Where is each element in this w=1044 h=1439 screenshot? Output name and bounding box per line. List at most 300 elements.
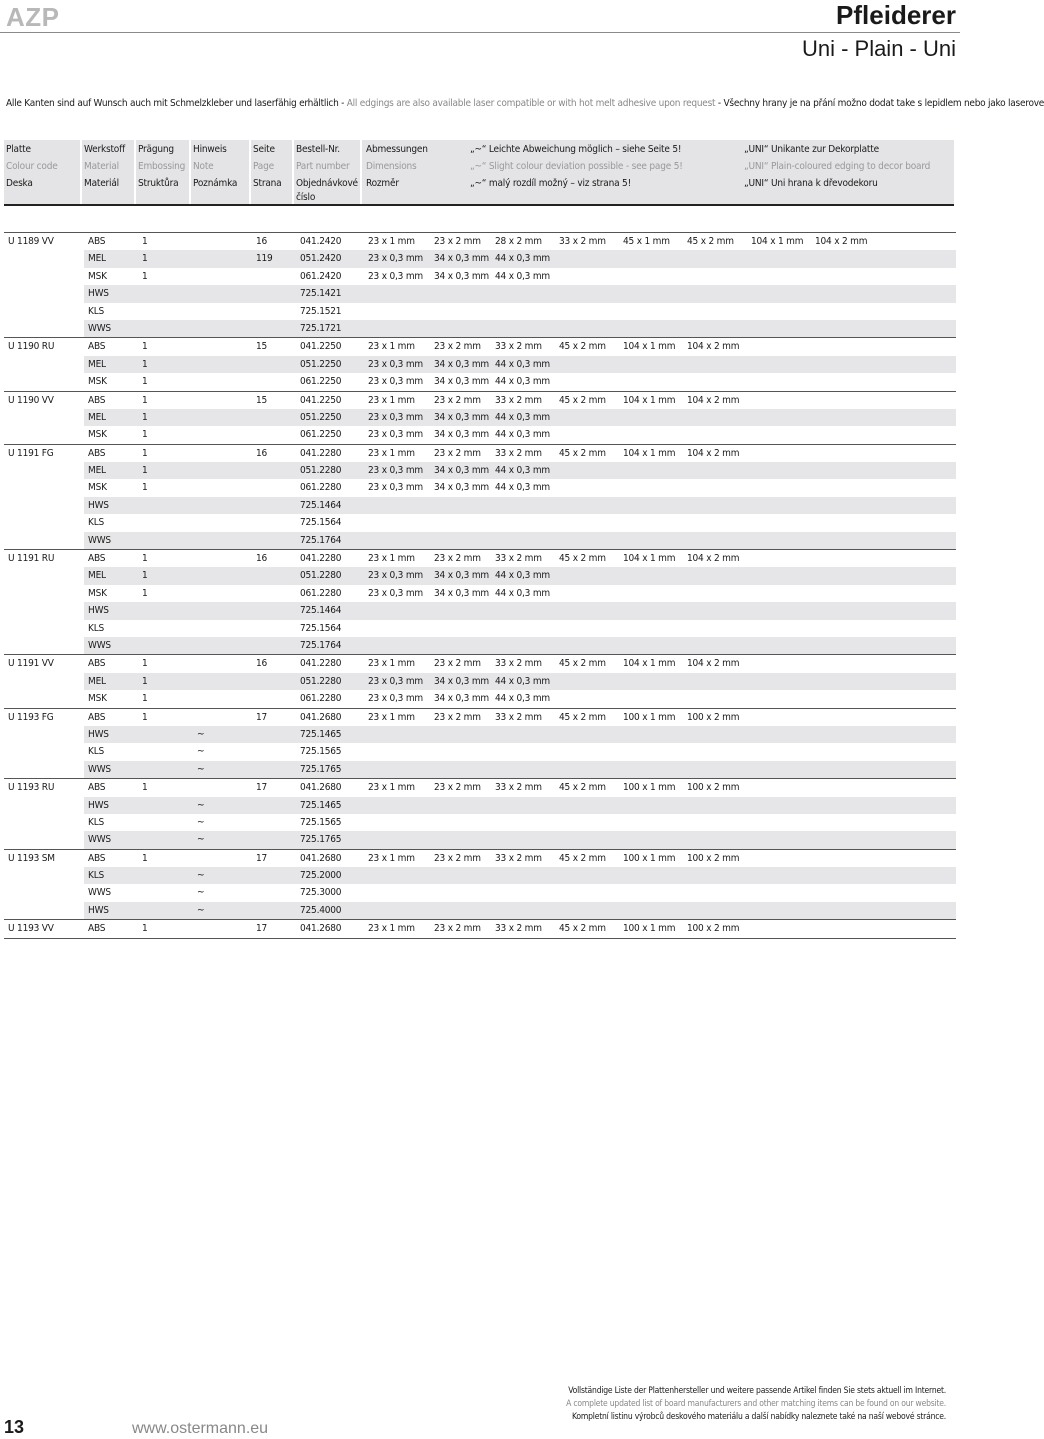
table-row: [4, 690, 956, 707]
cell-material: MEL: [88, 675, 106, 687]
legend-dimensions-de: Abmessungen: [366, 144, 428, 155]
cell-embossing: 1: [142, 570, 148, 582]
footer-note-de: Vollständige Liste der Plattenhersteller und weitere passende Artikel finden Sie stets aktuell im Internet.: [568, 1386, 946, 1396]
cell-material: ABS: [88, 447, 106, 459]
cell-page: 16: [256, 236, 268, 247]
legend-dimensions: [360, 140, 956, 204]
cell-dimension: 23 x 2 mm: [434, 341, 481, 353]
table-row: [4, 373, 956, 390]
cell-material: ABS: [88, 394, 106, 406]
table-row: [4, 708, 956, 726]
cell-dimension: 44 x 0,3 mm: [495, 358, 550, 370]
cell-dimension: 33 x 2 mm: [559, 236, 606, 247]
table-row: [4, 797, 956, 814]
legend-material-cz: Materiál: [84, 178, 119, 189]
row-shade: [84, 726, 956, 743]
cell-part-number: 051.2280: [300, 675, 342, 687]
cell-dimension: 104 x 2 mm: [687, 658, 740, 670]
cell-material: KLS: [88, 870, 105, 882]
legend-page-en: Page: [253, 161, 274, 172]
cell-dimension: 100 x 1 mm: [623, 711, 676, 723]
cell-dimension: 23 x 0,3 mm: [368, 270, 423, 282]
cell-dimension: 100 x 2 mm: [687, 782, 740, 794]
cell-material: MEL: [88, 570, 106, 582]
row-shade: [84, 602, 956, 619]
table-row: [4, 919, 956, 938]
table-row: [4, 250, 956, 267]
cell-embossing: 1: [142, 587, 148, 599]
cell-dimension: 104 x 1 mm: [623, 553, 676, 565]
cell-dimension: 44 x 0,3 mm: [495, 376, 550, 388]
cell-embossing: 1: [142, 553, 148, 565]
cell-material: KLS: [88, 746, 105, 758]
cell-part-number: 041.2280: [300, 658, 342, 670]
table-row: [4, 514, 956, 531]
cell-note: ~: [197, 834, 205, 846]
cell-dimension: 100 x 2 mm: [687, 711, 740, 723]
cell-dimension: 34 x 0,3 mm: [434, 587, 489, 599]
cell-dimension: 45 x 2 mm: [559, 852, 606, 864]
table-row: [4, 654, 956, 672]
legend-part: [292, 140, 360, 204]
legend-part-cz: Objednávkové: [296, 178, 358, 189]
cell-material: MEL: [88, 465, 106, 477]
row-shade: [84, 285, 956, 302]
cell-part-number: 725.3000: [300, 887, 342, 899]
cell-material: ABS: [88, 341, 106, 353]
cell-note: ~: [197, 870, 205, 882]
legend-dimensions-en: Dimensions: [366, 161, 417, 172]
cell-dimension: 23 x 1 mm: [368, 553, 415, 565]
cell-embossing: 1: [142, 693, 148, 705]
cell-dimension: 45 x 2 mm: [559, 923, 606, 935]
cell-part-number: 725.1765: [300, 834, 342, 846]
cell-dimension: 23 x 1 mm: [368, 236, 415, 247]
cell-dimension: 104 x 1 mm: [623, 447, 676, 459]
cell-material: WWS: [88, 322, 111, 334]
cell-note: ~: [197, 887, 205, 899]
cell-part-number: 041.2280: [300, 553, 342, 565]
cell-part-number: 061.2250: [300, 376, 342, 388]
cell-dimension: 44 x 0,3 mm: [495, 570, 550, 582]
row-shade: [84, 831, 956, 848]
cell-dimension: 23 x 0,3 mm: [368, 358, 423, 370]
cell-dimension: 23 x 1 mm: [368, 394, 415, 406]
cell-dimension: 104 x 2 mm: [687, 341, 740, 353]
cell-dimension: 45 x 2 mm: [559, 394, 606, 406]
cell-dimension: 45 x 2 mm: [559, 447, 606, 459]
legend-material-en: Material: [84, 161, 119, 172]
cell-dimension: 45 x 2 mm: [559, 553, 606, 565]
cell-dimension: 23 x 2 mm: [434, 782, 481, 794]
legend-note-cz: Poznámka: [193, 178, 238, 189]
cell-material: WWS: [88, 834, 111, 846]
legend-plate-en: Colour code: [6, 161, 58, 172]
cell-dimension: 45 x 2 mm: [559, 711, 606, 723]
table-row: [4, 743, 956, 760]
legend-plate-de: Platte: [6, 144, 31, 155]
cell-material: MSK: [88, 429, 107, 441]
cell-material: ABS: [88, 236, 106, 247]
cell-dimension: 23 x 0,3 mm: [368, 376, 423, 388]
cell-embossing: 1: [142, 675, 148, 687]
cell-dimension: 34 x 0,3 mm: [434, 570, 489, 582]
cell-note: ~: [197, 816, 205, 828]
cell-embossing: 1: [142, 429, 148, 441]
row-shade: [84, 497, 956, 514]
table-row: [4, 567, 956, 584]
legend-dimensions-cz: Rozměr: [366, 178, 399, 189]
table-row: [4, 761, 956, 778]
legend-part-en: Part number: [296, 161, 350, 172]
cell-part-number: 725.2000: [300, 870, 342, 882]
cell-dimension: 104 x 1 mm: [623, 341, 676, 353]
cell-material: HWS: [88, 605, 109, 617]
cell-dimension: 104 x 2 mm: [687, 447, 740, 459]
table-row: [4, 391, 956, 409]
cell-part-number: 041.2250: [300, 394, 342, 406]
legend-note-de: Hinweis: [193, 144, 227, 155]
legend-deviation-de: „~“ Leichte Abweichung möglich – siehe Seite 5!: [470, 144, 682, 155]
cell-dimension: 23 x 2 mm: [434, 447, 481, 459]
table-row: [4, 444, 956, 462]
cell-dimension: 23 x 2 mm: [434, 923, 481, 935]
cell-dimension: 100 x 1 mm: [623, 782, 676, 794]
edging-note: [6, 98, 1044, 109]
cell-dimension: 33 x 2 mm: [495, 923, 542, 935]
table-row: [4, 462, 956, 479]
cell-colour-code: U 1191 RU: [8, 553, 55, 565]
cell-part-number: 725.1465: [300, 799, 342, 811]
legend-page: [249, 140, 292, 204]
cell-dimension: 44 x 0,3 mm: [495, 429, 550, 441]
cell-dimension: 34 x 0,3 mm: [434, 358, 489, 370]
cell-dimension: 45 x 2 mm: [559, 782, 606, 794]
edging-table: [4, 232, 956, 939]
note-de: Alle Kanten sind auf Wunsch auch mit Schmelzkleber und laserfähig erhältlich: [6, 98, 339, 109]
header-rule: [0, 32, 960, 33]
legend-uni-de: „UNI“ Unikante zur Dekorplatte: [744, 144, 879, 155]
cell-dimension: 45 x 2 mm: [559, 341, 606, 353]
cell-dimension: 23 x 0,3 mm: [368, 253, 423, 265]
cell-part-number: 725.1565: [300, 816, 342, 828]
cell-colour-code: U 1193 FG: [8, 711, 54, 723]
page-number: 13: [4, 1417, 25, 1437]
row-shade: [84, 902, 956, 919]
cell-part-number: 041.2680: [300, 852, 342, 864]
cell-embossing: 1: [142, 358, 148, 370]
cell-embossing: 1: [142, 253, 148, 265]
table-row: [4, 232, 956, 250]
table-row: [4, 902, 956, 919]
table-row: [4, 532, 956, 549]
cell-note: ~: [197, 746, 205, 758]
cell-material: WWS: [88, 887, 111, 899]
cell-colour-code: U 1190 RU: [8, 341, 55, 353]
cell-dimension: 104 x 1 mm: [751, 236, 804, 247]
cell-dimension: 100 x 1 mm: [623, 852, 676, 864]
cell-dimension: 33 x 2 mm: [495, 394, 542, 406]
cell-material: MEL: [88, 253, 106, 265]
cell-page: 17: [256, 852, 268, 864]
cell-material: KLS: [88, 816, 105, 828]
legend-deviation-cz: „~“ malý rozdíl možný – viz strana 5!: [470, 178, 631, 189]
cell-material: ABS: [88, 852, 106, 864]
cell-dimension: 44 x 0,3 mm: [495, 253, 550, 265]
cell-part-number: 725.1421: [300, 288, 342, 300]
website-link[interactable]: www.ostermann.eu: [132, 1420, 269, 1437]
cell-part-number: 041.2680: [300, 923, 342, 935]
cell-dimension: 23 x 2 mm: [434, 394, 481, 406]
legend-material-de: Werkstoff: [84, 144, 125, 155]
cell-dimension: 104 x 2 mm: [815, 236, 868, 247]
legend-uni-cz: „UNI“ Uni hrana k dřevodekoru: [744, 178, 878, 189]
cell-dimension: 23 x 2 mm: [434, 711, 481, 723]
brand-right: Pfleiderer: [836, 0, 956, 30]
legend-page-cz: Strana: [253, 178, 282, 189]
cell-part-number: 725.1465: [300, 728, 342, 740]
table-row: [4, 814, 956, 831]
table-row: [4, 637, 956, 654]
cell-part-number: 041.2680: [300, 782, 342, 794]
legend-deviation-en: „~“ Slight colour deviation possible - see page 5!: [470, 161, 683, 172]
cell-material: MSK: [88, 270, 107, 282]
cell-dimension: 23 x 1 mm: [368, 658, 415, 670]
cell-dimension: 100 x 1 mm: [623, 923, 676, 935]
table-row: [4, 549, 956, 567]
cell-material: MEL: [88, 358, 106, 370]
legend-embossing-cz: Struktůra: [138, 178, 179, 189]
legend-uni-en: „UNI“ Plain-coloured edging to decor board: [744, 161, 931, 172]
cell-dimension: 23 x 0,3 mm: [368, 482, 423, 494]
table-row: [4, 268, 956, 285]
cell-material: MSK: [88, 693, 107, 705]
cell-embossing: 1: [142, 658, 148, 670]
cell-page: 119: [256, 253, 273, 265]
column-legend: [4, 140, 954, 206]
cell-colour-code: U 1191 VV: [8, 658, 54, 670]
footer-note-en: A complete updated list of board manufacturers and other matching items can be found on our website.: [566, 1399, 946, 1409]
legend-part-cz-2: číslo: [296, 192, 316, 203]
cell-embossing: 1: [142, 782, 148, 794]
row-shade: [84, 320, 956, 337]
cell-dimension: 23 x 1 mm: [368, 711, 415, 723]
cell-dimension: 33 x 2 mm: [495, 782, 542, 794]
cell-part-number: 725.1464: [300, 605, 342, 617]
cell-part-number: 725.1764: [300, 639, 342, 651]
cell-material: MSK: [88, 482, 107, 494]
brand-left: AZP: [6, 2, 60, 32]
cell-embossing: 1: [142, 923, 148, 935]
cell-material: ABS: [88, 658, 106, 670]
cell-dimension: 100 x 2 mm: [687, 852, 740, 864]
row-shade: [84, 761, 956, 778]
cell-dimension: 23 x 0,3 mm: [368, 465, 423, 477]
cell-dimension: 23 x 2 mm: [434, 658, 481, 670]
cell-material: HWS: [88, 728, 109, 740]
cell-dimension: 34 x 0,3 mm: [434, 693, 489, 705]
cell-dimension: 23 x 0,3 mm: [368, 429, 423, 441]
cell-part-number: 725.1521: [300, 305, 342, 317]
cell-material: MSK: [88, 376, 107, 388]
cell-page: 15: [256, 341, 268, 353]
table-row: [4, 479, 956, 496]
cell-embossing: 1: [142, 465, 148, 477]
cell-dimension: 34 x 0,3 mm: [434, 675, 489, 687]
cell-part-number: 061.2420: [300, 270, 342, 282]
cell-dimension: 23 x 2 mm: [434, 852, 481, 864]
legend-embossing-en: Embossing: [138, 161, 186, 172]
cell-material: ABS: [88, 923, 106, 935]
cell-part-number: 061.2280: [300, 482, 342, 494]
cell-dimension: 23 x 0,3 mm: [368, 693, 423, 705]
cell-part-number: 725.4000: [300, 904, 342, 916]
cell-dimension: 23 x 1 mm: [368, 341, 415, 353]
cell-dimension: 23 x 0,3 mm: [368, 411, 423, 423]
cell-material: MEL: [88, 411, 106, 423]
legend-plate: [4, 140, 80, 204]
cell-colour-code: U 1189 VV: [8, 236, 54, 247]
cell-dimension: 34 x 0,3 mm: [434, 270, 489, 282]
cell-embossing: 1: [142, 376, 148, 388]
table-row: [4, 831, 956, 848]
cell-material: HWS: [88, 288, 109, 300]
cell-part-number: 725.1765: [300, 763, 342, 775]
legend-part-de: Bestell-Nr.: [296, 144, 340, 155]
note-en: All edgings are also available laser compatible or with hot melt adhesive upon request: [346, 98, 716, 109]
cell-dimension: 23 x 0,3 mm: [368, 675, 423, 687]
cell-embossing: 1: [142, 394, 148, 406]
cell-part-number: 051.2280: [300, 465, 342, 477]
cell-part-number: 725.1565: [300, 746, 342, 758]
cell-dimension: 23 x 1 mm: [368, 447, 415, 459]
cell-colour-code: U 1190 VV: [8, 394, 54, 406]
cell-dimension: 33 x 2 mm: [495, 658, 542, 670]
cell-page: 16: [256, 553, 268, 565]
cell-material: KLS: [88, 305, 105, 317]
cell-material: ABS: [88, 553, 106, 565]
cell-part-number: 051.2250: [300, 411, 342, 423]
cell-dimension: 44 x 0,3 mm: [495, 411, 550, 423]
cell-part-number: 041.2680: [300, 711, 342, 723]
cell-material: HWS: [88, 799, 109, 811]
cell-dimension: 104 x 2 mm: [687, 394, 740, 406]
cell-page: 17: [256, 782, 268, 794]
cell-dimension: 23 x 1 mm: [368, 782, 415, 794]
footer-notes: [566, 1385, 946, 1424]
cell-material: WWS: [88, 534, 111, 546]
table-row: [4, 585, 956, 602]
note-cz: Všechny hrany je na přání možno dodat take s lepidlem nebo jako laserove: [723, 98, 1044, 109]
cell-part-number: 041.2250: [300, 341, 342, 353]
table-row: [4, 673, 956, 690]
cell-part-number: 041.2280: [300, 447, 342, 459]
cell-note: ~: [197, 728, 205, 740]
cell-dimension: 23 x 0,3 mm: [368, 570, 423, 582]
cell-dimension: 34 x 0,3 mm: [434, 411, 489, 423]
cell-dimension: 104 x 1 mm: [623, 394, 676, 406]
cell-note: ~: [197, 799, 205, 811]
cell-page: 16: [256, 447, 268, 459]
cell-dimension: 33 x 2 mm: [495, 553, 542, 565]
cell-part-number: 051.2280: [300, 570, 342, 582]
note-sep-1: -: [338, 98, 347, 109]
cell-dimension: 44 x 0,3 mm: [495, 270, 550, 282]
cell-dimension: 34 x 0,3 mm: [434, 376, 489, 388]
cell-colour-code: U 1193 RU: [8, 782, 55, 794]
cell-page: 17: [256, 923, 268, 935]
table-row: [4, 620, 956, 637]
cell-part-number: 061.2280: [300, 693, 342, 705]
table-row: [4, 356, 956, 373]
table-row: [4, 602, 956, 619]
cell-embossing: 1: [142, 341, 148, 353]
cell-material: KLS: [88, 517, 105, 529]
legend-note: [189, 140, 249, 204]
cell-dimension: 33 x 2 mm: [495, 852, 542, 864]
legend-embossing-de: Prägung: [138, 144, 174, 155]
cell-dimension: 44 x 0,3 mm: [495, 465, 550, 477]
row-shade: [84, 532, 956, 549]
cell-embossing: 1: [142, 270, 148, 282]
row-shade: [84, 637, 956, 654]
cell-dimension: 104 x 2 mm: [687, 553, 740, 565]
table-row: [4, 849, 956, 867]
table-row: [4, 726, 956, 743]
cell-embossing: 1: [142, 447, 148, 459]
row-shade: [84, 867, 956, 884]
table-row: [4, 867, 956, 884]
cell-material: HWS: [88, 904, 109, 916]
legend-embossing: [134, 140, 189, 204]
cell-dimension: 28 x 2 mm: [495, 236, 542, 247]
cell-material: MSK: [88, 587, 107, 599]
cell-dimension: 33 x 2 mm: [495, 711, 542, 723]
cell-dimension: 23 x 1 mm: [368, 852, 415, 864]
cell-part-number: 051.2250: [300, 358, 342, 370]
row-shade: [84, 797, 956, 814]
page-subtitle: Uni - Plain - Uni: [801, 36, 956, 61]
cell-part-number: 725.1464: [300, 499, 342, 511]
cell-page: 15: [256, 394, 268, 406]
cell-dimension: 23 x 2 mm: [434, 236, 481, 247]
cell-part-number: 725.1764: [300, 534, 342, 546]
cell-dimension: 34 x 0,3 mm: [434, 465, 489, 477]
table-row: [4, 303, 956, 320]
cell-dimension: 45 x 2 mm: [559, 658, 606, 670]
cell-dimension: 45 x 1 mm: [623, 236, 670, 247]
cell-dimension: 45 x 2 mm: [687, 236, 734, 247]
cell-material: KLS: [88, 622, 105, 634]
cell-dimension: 23 x 0,3 mm: [368, 587, 423, 599]
cell-colour-code: U 1191 FG: [8, 447, 54, 459]
cell-colour-code: U 1193 VV: [8, 923, 54, 935]
cell-part-number: 051.2420: [300, 253, 342, 265]
cell-note: ~: [197, 763, 205, 775]
table-row: [4, 426, 956, 443]
cell-material: WWS: [88, 763, 111, 775]
cell-dimension: 100 x 2 mm: [687, 923, 740, 935]
cell-dimension: 44 x 0,3 mm: [495, 482, 550, 494]
cell-part-number: 725.1564: [300, 517, 342, 529]
table-row: [4, 497, 956, 514]
table-row: [4, 285, 956, 302]
cell-dimension: 104 x 1 mm: [623, 658, 676, 670]
table-row: [4, 337, 956, 355]
cell-material: WWS: [88, 639, 111, 651]
cell-part-number: 061.2250: [300, 429, 342, 441]
legend-material: [80, 140, 134, 204]
